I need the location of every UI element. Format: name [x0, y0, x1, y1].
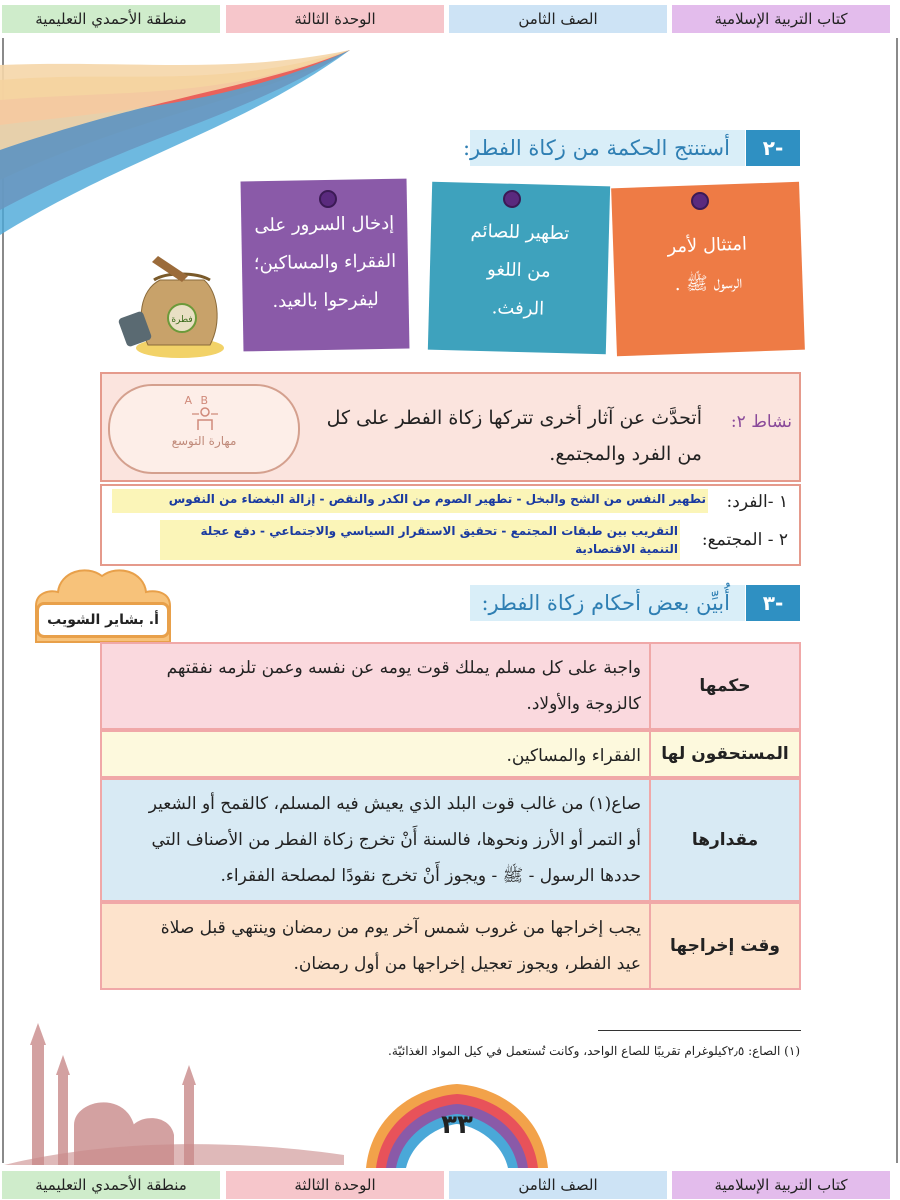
section3-title: أُبيِّن بعض أحكام زكاة الفطر:: [481, 591, 730, 615]
header-grade: الصف الثامن: [449, 5, 667, 33]
grain-sack-illustration: [118, 250, 246, 362]
header-unit: الوحدة الثالثة: [226, 5, 444, 33]
section3-number: -٣: [746, 585, 800, 621]
activity-text-line2: من الفرد والمجتمع.: [549, 443, 702, 465]
note-obeying-line2: الرسول ﷺ .: [674, 271, 743, 296]
note-purifying-line2: من اللغو: [486, 259, 551, 282]
skill-badge: [108, 384, 300, 474]
timing-text-line1: يجب إخراجها من غروب شمس آخر يوم من رمضان وينتهي قبل صلاة: [160, 918, 641, 938]
amount-text: [110, 786, 641, 894]
svg-text:A: A: [184, 394, 192, 407]
bottom-header: [0, 1166, 900, 1200]
svg-text:B: B: [200, 394, 208, 407]
table-row: [100, 902, 801, 990]
note-obeying: [611, 182, 805, 356]
society-answer-line2: التنمية الاقتصادية: [575, 542, 678, 556]
sack-label: فطرة: [171, 315, 193, 325]
amount-text-line3: حددها الرسول - ﷺ - ويجوز أَنْ تخرج نقودًا لمصلحة الفقراء.: [220, 866, 641, 886]
table-row: [100, 730, 801, 778]
recipients-text-line1: الفقراء والمساكين.: [506, 746, 641, 766]
note-obeying-line1: امتثال لأمر: [667, 233, 748, 258]
pin-icon: [503, 190, 521, 208]
note-purifying-line1: تطهير للصائم: [470, 220, 570, 245]
note-purifying: [428, 182, 610, 355]
teacher-badge: أ. بشاير الشويب: [36, 602, 170, 638]
ruling-text: [110, 650, 641, 722]
ruling-text-line1: واجبة على كل مسلم يملك قوت يومه عن نفسه وعمن تلزمه نفقتهم: [166, 658, 641, 678]
timing-text: [110, 910, 641, 982]
amount-text-line1: صاع(١) من غالب قوت البلد الذي يعيش فيه المسلم، كالقمح أو الشعير: [148, 794, 641, 814]
amount-label: مقدارها: [649, 780, 799, 900]
header-zone: منطقة الأحمدي التعليمية: [2, 1171, 220, 1199]
table-row: [100, 642, 801, 730]
society-answer: [158, 522, 678, 558]
header-unit: الوحدة الثالثة: [226, 1171, 444, 1199]
skill-badge-text: مهارة التوسع: [171, 434, 237, 448]
ruling-text-line2: كالزوجة والأولاد.: [526, 694, 641, 714]
note-joy-line1: إدخال السرور على: [254, 212, 395, 237]
amount-text-line2: أو التمر أو الأرز ونحوها، فالسنة أَنْ تخرج زكاة الفطر من الأصناف التي: [151, 830, 641, 850]
timing-label: وقت إخراجها: [649, 904, 799, 988]
header-book: كتاب التربية الإسلامية: [672, 5, 890, 33]
society-answer-line1: التقريب بين طبقات المجتمع - تحقيق الاستقرار السياسي والاجتماعي - دفع عجلة: [200, 524, 678, 538]
pin-icon: [691, 192, 709, 210]
society-label: ٢ - المجتمع:: [701, 530, 788, 550]
table-row: [100, 778, 801, 902]
recipients-text: [110, 738, 641, 774]
section2-title: أستنتج الحكمة من زكاة الفطر:: [462, 136, 730, 160]
individual-label: ١ -الفرد:: [726, 492, 788, 512]
timing-text-line2: عيد الفطر، ويجوز تعجيل إخراجها من أول رمضان.: [293, 954, 641, 974]
activity-text-line1: أتحدَّث عن آثار أخرى تتركها زكاة الفطر على كل: [326, 407, 702, 429]
top-header: [0, 0, 900, 34]
ruling-label: حكمها: [649, 644, 799, 728]
header-book: كتاب التربية الإسلامية: [672, 1171, 890, 1199]
note-joy-line2: الفقراء والمساكين؛: [253, 250, 397, 275]
section2-number: -٢: [746, 130, 800, 166]
individual-answer: تطهير النفس من الشح والبخل - تطهير الصوم من الكدر والنقص - إزالة البغضاء من النفوس: [168, 492, 706, 506]
note-purifying-line3: الرفث.: [491, 297, 545, 320]
mosque-silhouette: [4, 1015, 344, 1165]
note-joy-line3: ليفرحوا بالعيد.: [272, 289, 379, 312]
pin-icon: [319, 190, 337, 208]
activity-text: [327, 400, 702, 472]
activity-label: نشاط ٢:: [730, 412, 792, 432]
header-zone: منطقة الأحمدي التعليمية: [2, 5, 220, 33]
right-border: [896, 38, 898, 1163]
footnote-divider: [598, 1030, 801, 1031]
page-number: ٣٣: [441, 1110, 473, 1140]
recipients-label: المستحقون لها: [649, 732, 799, 776]
header-grade: الصف الثامن: [449, 1171, 667, 1199]
footnote: (١) الصاع: ٢٫٥كيلوغرام تقريبًا للصاع الواحد، وكانت تُستعمل في كيل المواد الغذائيّة.: [388, 1044, 800, 1058]
expansion-skill-icon: [184, 392, 220, 432]
